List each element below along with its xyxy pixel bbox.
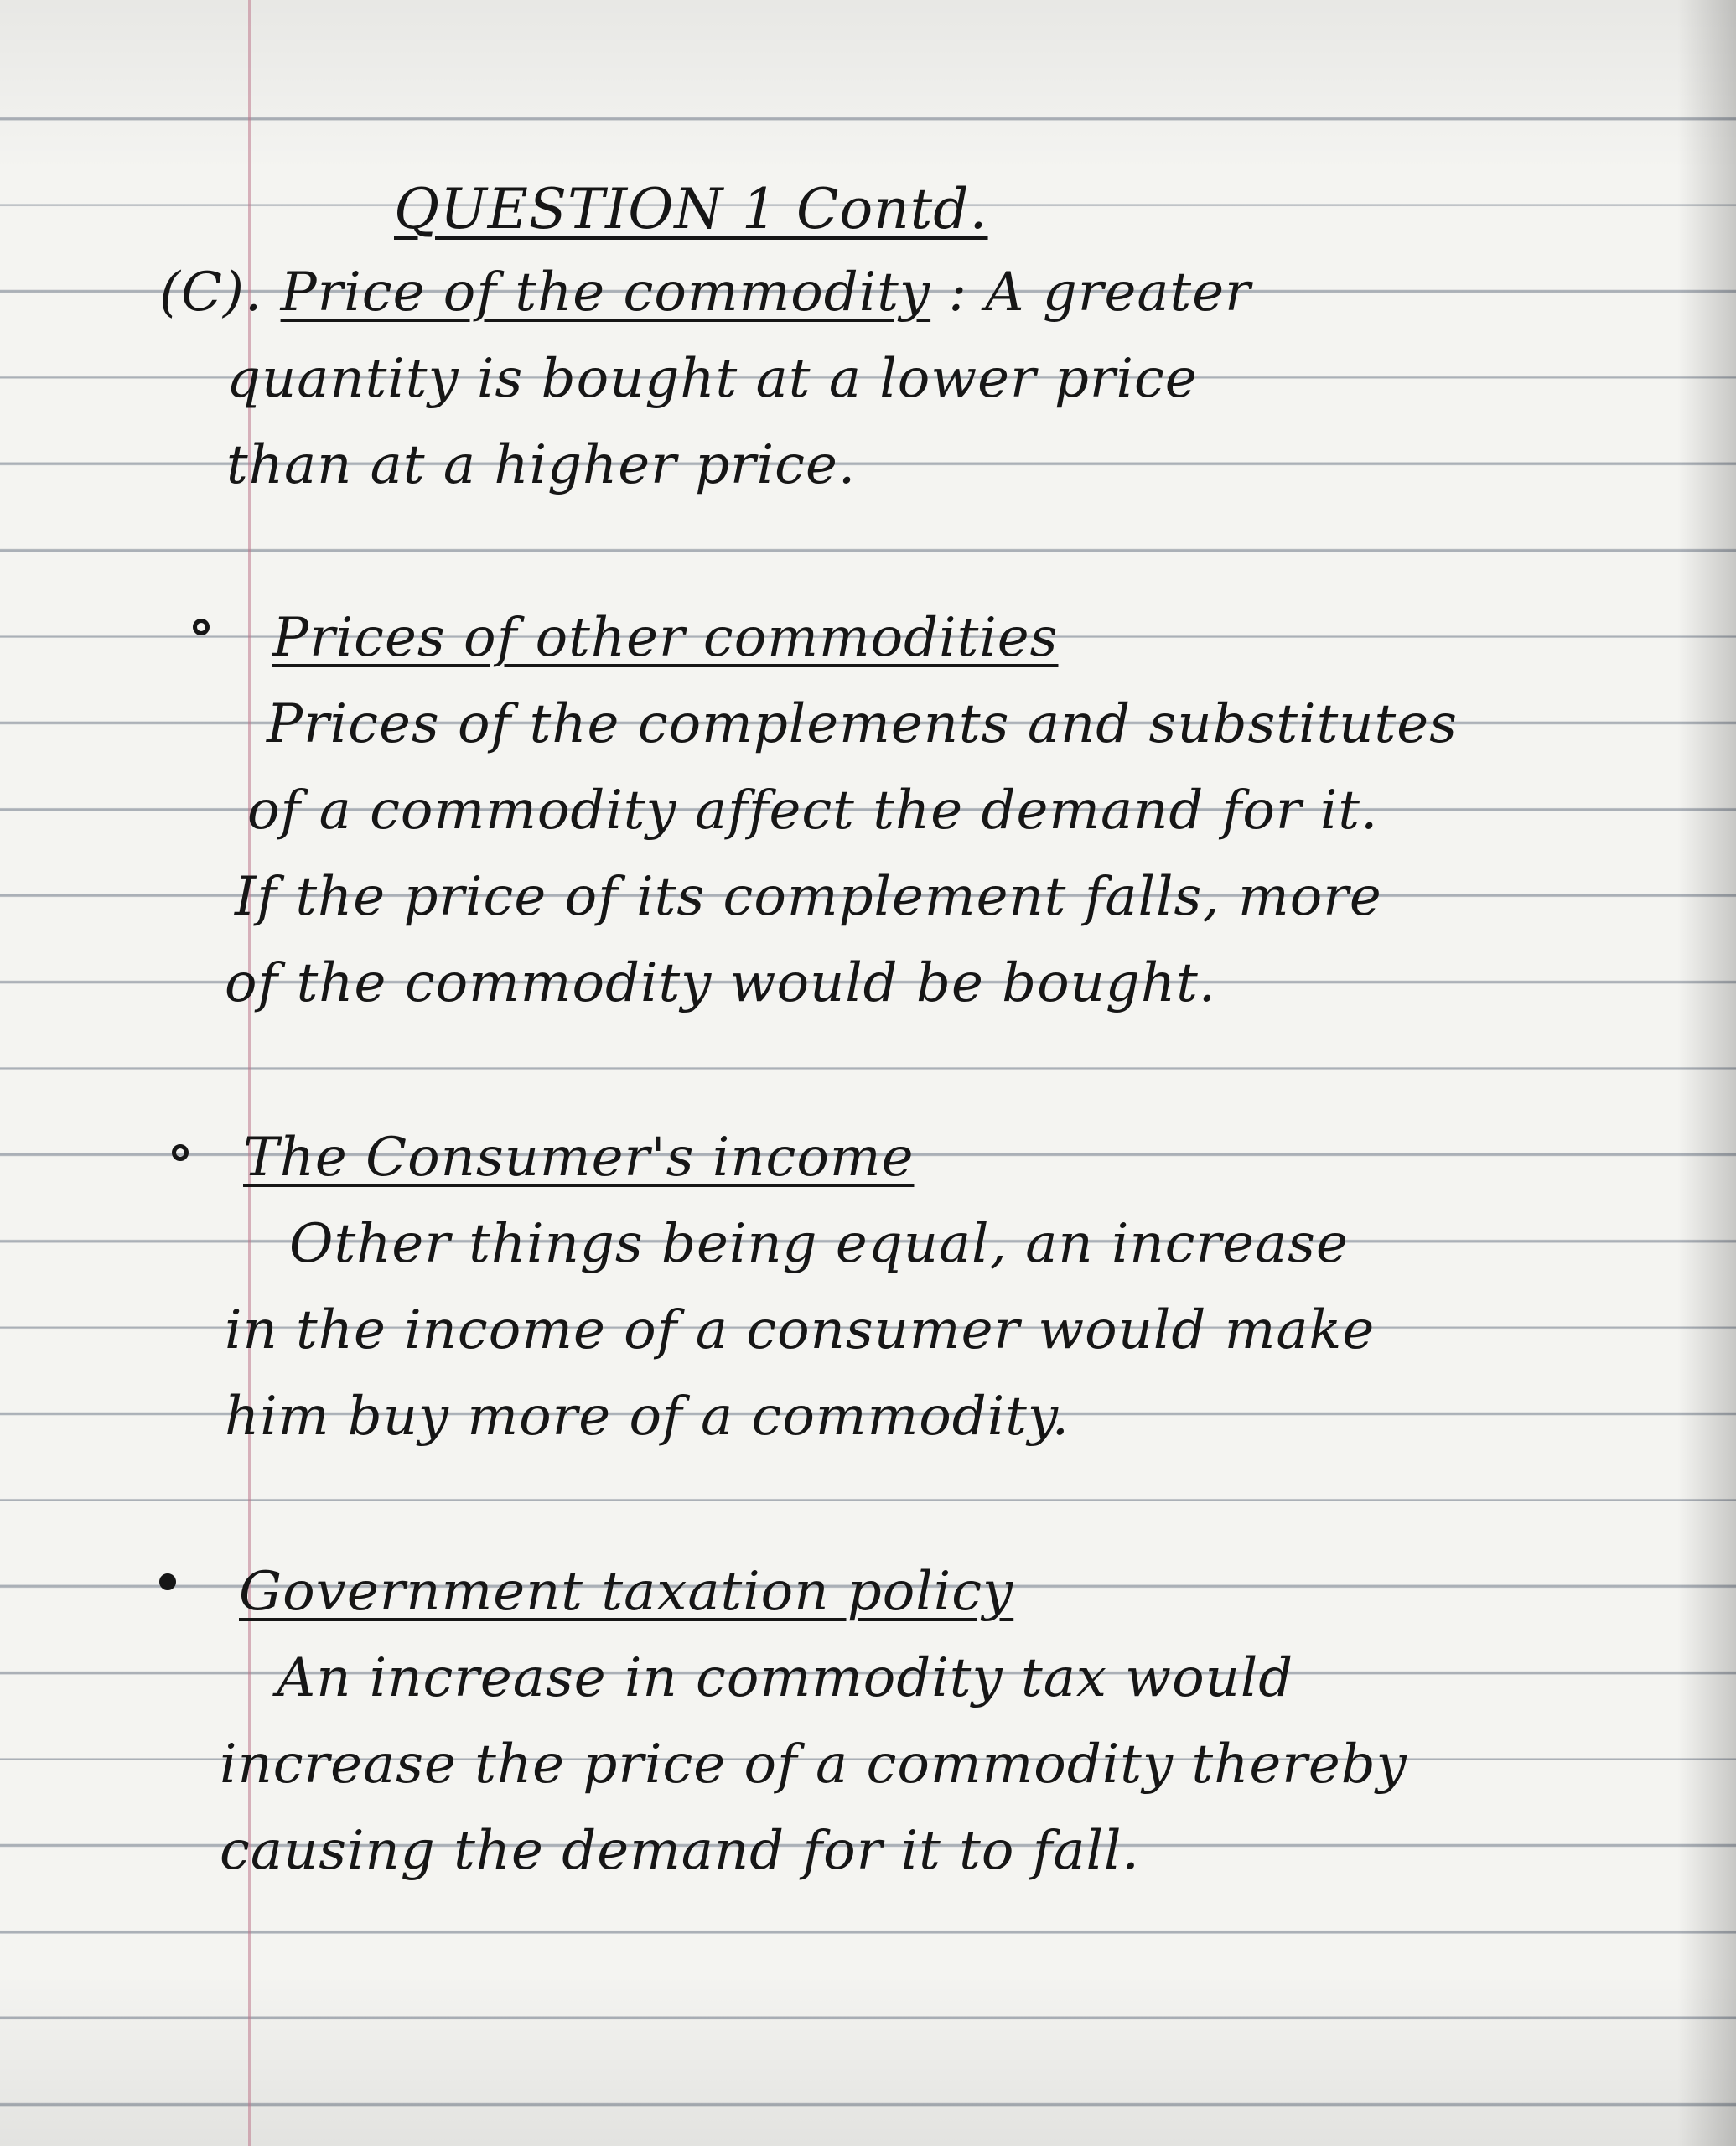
section-c-line-1: A greater — [985, 262, 1251, 324]
bullet-dot — [159, 1573, 176, 1590]
section-c-marker: (C). — [159, 262, 263, 324]
section-income-line-1: Other things being equal, an increase — [289, 1213, 1349, 1275]
section-tax-line-2: increase the price of a commodity thereby — [220, 1734, 1407, 1796]
page-title: QUESTION 1 Contd. — [394, 177, 988, 241]
section-income-line-3: him buy more of a commodity. — [225, 1386, 1070, 1448]
section-income-heading: The Consumer's income — [243, 1127, 915, 1189]
section-prices-other-heading: Prices of other commodities — [272, 607, 1059, 669]
section-prices-other-line-2: of a commodity affect the demand for it. — [247, 780, 1379, 842]
section-prices-other-line-1: Prices of the complements and substitutes — [267, 693, 1458, 755]
section-prices-other-line-4: of the commodity would be bought. — [225, 952, 1217, 1014]
section-prices-other-line-3: If the price of its complement falls, more — [235, 866, 1382, 928]
section-tax-heading: Government taxation policy — [239, 1561, 1014, 1623]
section-c-line-3: than at a higher price. — [226, 434, 857, 496]
section-c-colon: : — [948, 262, 967, 324]
section-tax-line-3: causing the demand for it to fall. — [220, 1820, 1140, 1882]
section-tax-line-1: An increase in commodity tax would — [277, 1647, 1294, 1709]
section-c-heading: Price of the commodity — [280, 262, 931, 324]
section-income-line-2: in the income of a consumer would make — [225, 1299, 1376, 1361]
section-c-first-line — [159, 250, 1251, 336]
page-edge-shadow — [1677, 0, 1736, 2146]
bullet-dot — [172, 1144, 189, 1161]
bullet-dot — [193, 619, 210, 635]
section-c-line-2: quantity is bought at a lower price — [226, 348, 1198, 410]
